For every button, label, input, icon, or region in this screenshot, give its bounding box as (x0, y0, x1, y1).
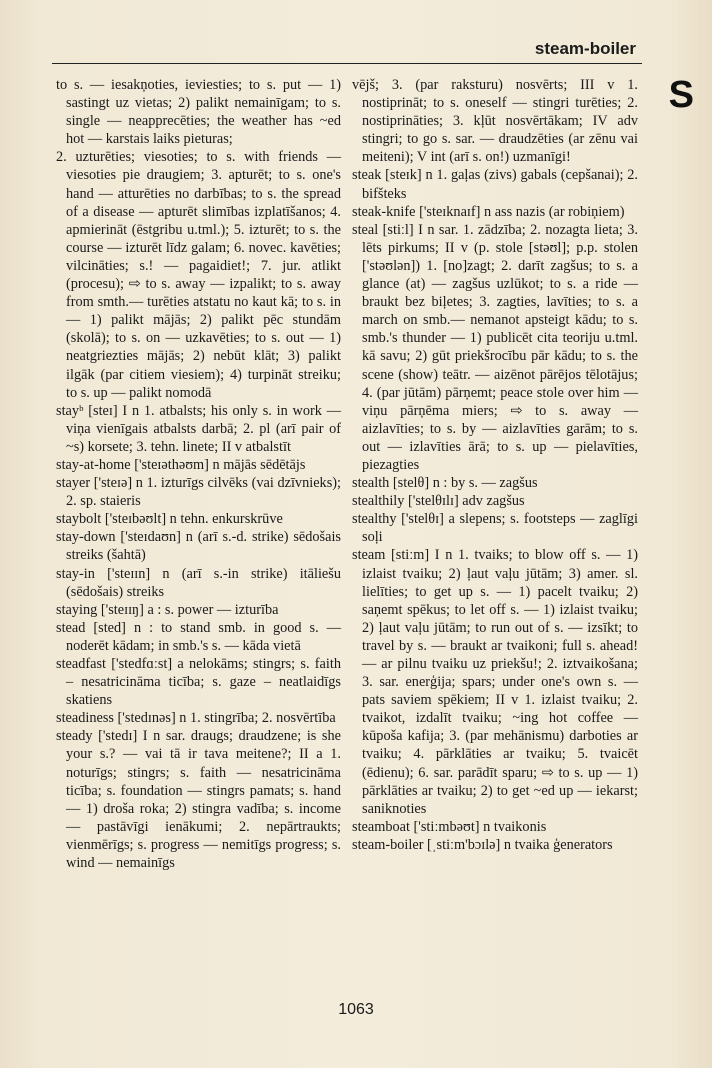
header-rule (52, 63, 642, 64)
dictionary-entry: steadiness ['stedɪnəs] n 1. stingrība; 2. nosvērtība (56, 710, 336, 727)
dictionary-entry: stealth [stelθ] n : by s. — zagšus (352, 475, 538, 492)
dictionary-entry: stayer ['steɪə] n 1. izturīgs cilvēks (vai dzīvnieks); 2. sp. staieris (56, 475, 341, 510)
dictionary-entry: stay-at-home ['steɪəthəʊm] n mājās sēdētājs (56, 456, 306, 473)
dictionary-entry: steam [stiːm] I n 1. tvaiks; to blow off s. — 1) izlaist tvaiku; 2) ļaut vaļu jūtām; 3) amer. sl. lielīties; to get up s. — 1) pacelt tvaiku; 2) saņemt spēkus; to let off s. — 1) izlaist tvaiku; 2) ļaut vaļu jūtām; to run out of s. — izsīkt; to travel by s. — braukt ar tvaikoni; full s. ahead! — ar pilnu tvaiku uz priekšu!; 2. iztvaikošana; 3. sar. enerģija; spars; under one's own s. — pats saviem spēkiem; II v 1. izlaist tvaiku; 2. tvaikot, izdalīt tvaiku; ~ing hot coffee — kūpoša kafija; 3. (par mehānismu) darboties ar tvaiku; 4. pārklāties ar tvaiku; 5. tvaicēt (ēdienu); 6. sar. parādīt sparu; ⇨ to s. up — 1) pārklāties ar tvaiku; 2) to get ~ed up — iekarst; saniknoties (352, 547, 638, 817)
page-number: 1063 (338, 1001, 374, 1018)
dictionary-entry: vējš; 3. (par raksturu) nosvērts; III v 1. nostiprināt; to s. oneself — stingri turēties; 2. nostiprināties; 3. kļūt nosvērtākam; IV adv stingri; to go s. sar. — draudzēties (ar zēnu vai meiteni); V int (arī s. on!) uzmanīgi! (352, 77, 638, 166)
dictionary-entry: steak-knife ['steɪknaɪf] n ass nazis (ar robiņiem) (352, 203, 625, 220)
running-head: steam-boiler (534, 39, 636, 58)
left-column (56, 76, 341, 872)
dictionary-entry: steak [steɪk] n 1. gaļas (zivs) gabals (cepšanai); 2. bifšteks (352, 167, 638, 202)
dictionary-entry: 2. uzturēties; viesoties; to s. with friends — viesoties pie draugiem; 3. apturēt; to s. one's hand — atturēties no darbības; to s. the spread of a disease — apturēt slimības izplatīšanos; 4. apmierināt (ēstgribu u.tml.); 5. izturēt; to s. the course — izturēt līdz galam; 6. novec. kavēties; vilcināties; s.! — pagaidiet!; 7. jur. atlikt (procesu); ⇨ to s. away — izpalikt; to s. away from smth.— turēties atstatu no kaut kā; to s. in — 1) palikt mājās; 2) palikt pēc stundām (skolā); to s. on — uzkavēties; to s. out — 1) neatgriezties mājās; 2) nebūt klāt; 3) palikt ilgāk (par citiem viesiem); 4) turpināt streiku; to s. up — palikt nomodā (56, 149, 341, 401)
dictionary-entry: stead [sted] n : to stand smb. in good s. — noderēt kādam; in smb.'s s. — kāda vietā (56, 619, 341, 654)
dictionary-entry: to s. — iesakņoties, ieviesties; to s. put — 1) sastingt uz vietas; 2) palikt nemainīgam; to s. single — neapprecēties; the weather has ~ed hot — karstais laiks pieturas; (56, 77, 341, 148)
dictionary-entry: stay-down ['steɪdaʊn] n (arī s.-d. strike) sēdošais streiks (šahtā) (56, 529, 341, 564)
dictionary-entry: stealthily ['stelθɪlɪ] adv zagšus (352, 493, 525, 510)
dictionary-entry: stay-in ['steɪɪn] n (arī s.-in strike) itāliešu (sēdošais) streiks (56, 565, 341, 600)
right-column (352, 76, 638, 854)
dictionary-entry: stealthy ['stelθɪ] a slepens; s. footsteps — zaglīgi soļi (352, 511, 638, 546)
dictionary-entry: stayᵇ [steɪ] I n 1. atbalsts; his only s. in work — viņa vienīgais atbalsts darbā; 2. pl (arī pair of ~s) korsete; 3. tehn. linete; II v atbalstīt (56, 402, 341, 455)
dictionary-entry: steady ['stedɪ] I n sar. draugs; draudzene; is she your s.? — vai tā ir tava meitene?; II a 1. noturīgs; stingrs; s. faith — nesatricināma ticība; s. foundation — stingrs pamats; s. hand — 1) droša roka; 2) stingra vadība; s. income — pastāvīgi ienākumi; 2. nepārtraukts; vienmērīgs; s. progress — nemitīgs progress; s. wind — nemainīgs (56, 728, 341, 872)
dictionary-entry: staying ['steɪɪŋ] a : s. power — izturība (56, 601, 279, 618)
dictionary-entry: steadfast ['stedfɑːst] a nelokāms; stingrs; s. faith – nesatricināma ticība; s. gaze – neatlaidīgs skatiens (56, 656, 341, 709)
dictionary-entry: steam-boiler [ˌstiːm'bɔɪlə] n tvaika ģenerators (352, 836, 613, 853)
dictionary-entry: steal [stiːl] I n sar. 1. zādzība; 2. nozagta lieta; 3. lēts pirkums; II v (p. stole [stəʊl]; p.p. stolen ['stəʊlən]) 1. [no]zagt; 2. darīt zagšus; to s. a glance (at) — zagšus uzlūkot; to s. a ride — braukt bez biļetes; 3. zagties, lavīties; to s. a march on smb.— nemanot apsteigt kādu; to s. smb.'s thunder — 1) publicēt cita teoriju u.tml. kā savu; 2) gūt priekšrocību pār kādu; to s. the scene (show) teātr. — aizēnot pārējos tēlotājus; 4. (par jūtām) pārņemt; peace stole over him — viņu pārņēma miers; ⇨ to s. away — aizlavīties; to s. by — aizlavīties garām; to s. out — izlavīties ārā; to s. up — pielavīties, piezagties (352, 221, 638, 473)
dictionary-entry: staybolt ['steɪbəʊlt] n tehn. enkurskrūve (56, 511, 283, 528)
dictionary-entry: steamboat ['stiːmbəʊt] n tvaikonis (352, 818, 547, 835)
thumb-index-letter: S (668, 74, 694, 116)
page-header (0, 0, 712, 70)
